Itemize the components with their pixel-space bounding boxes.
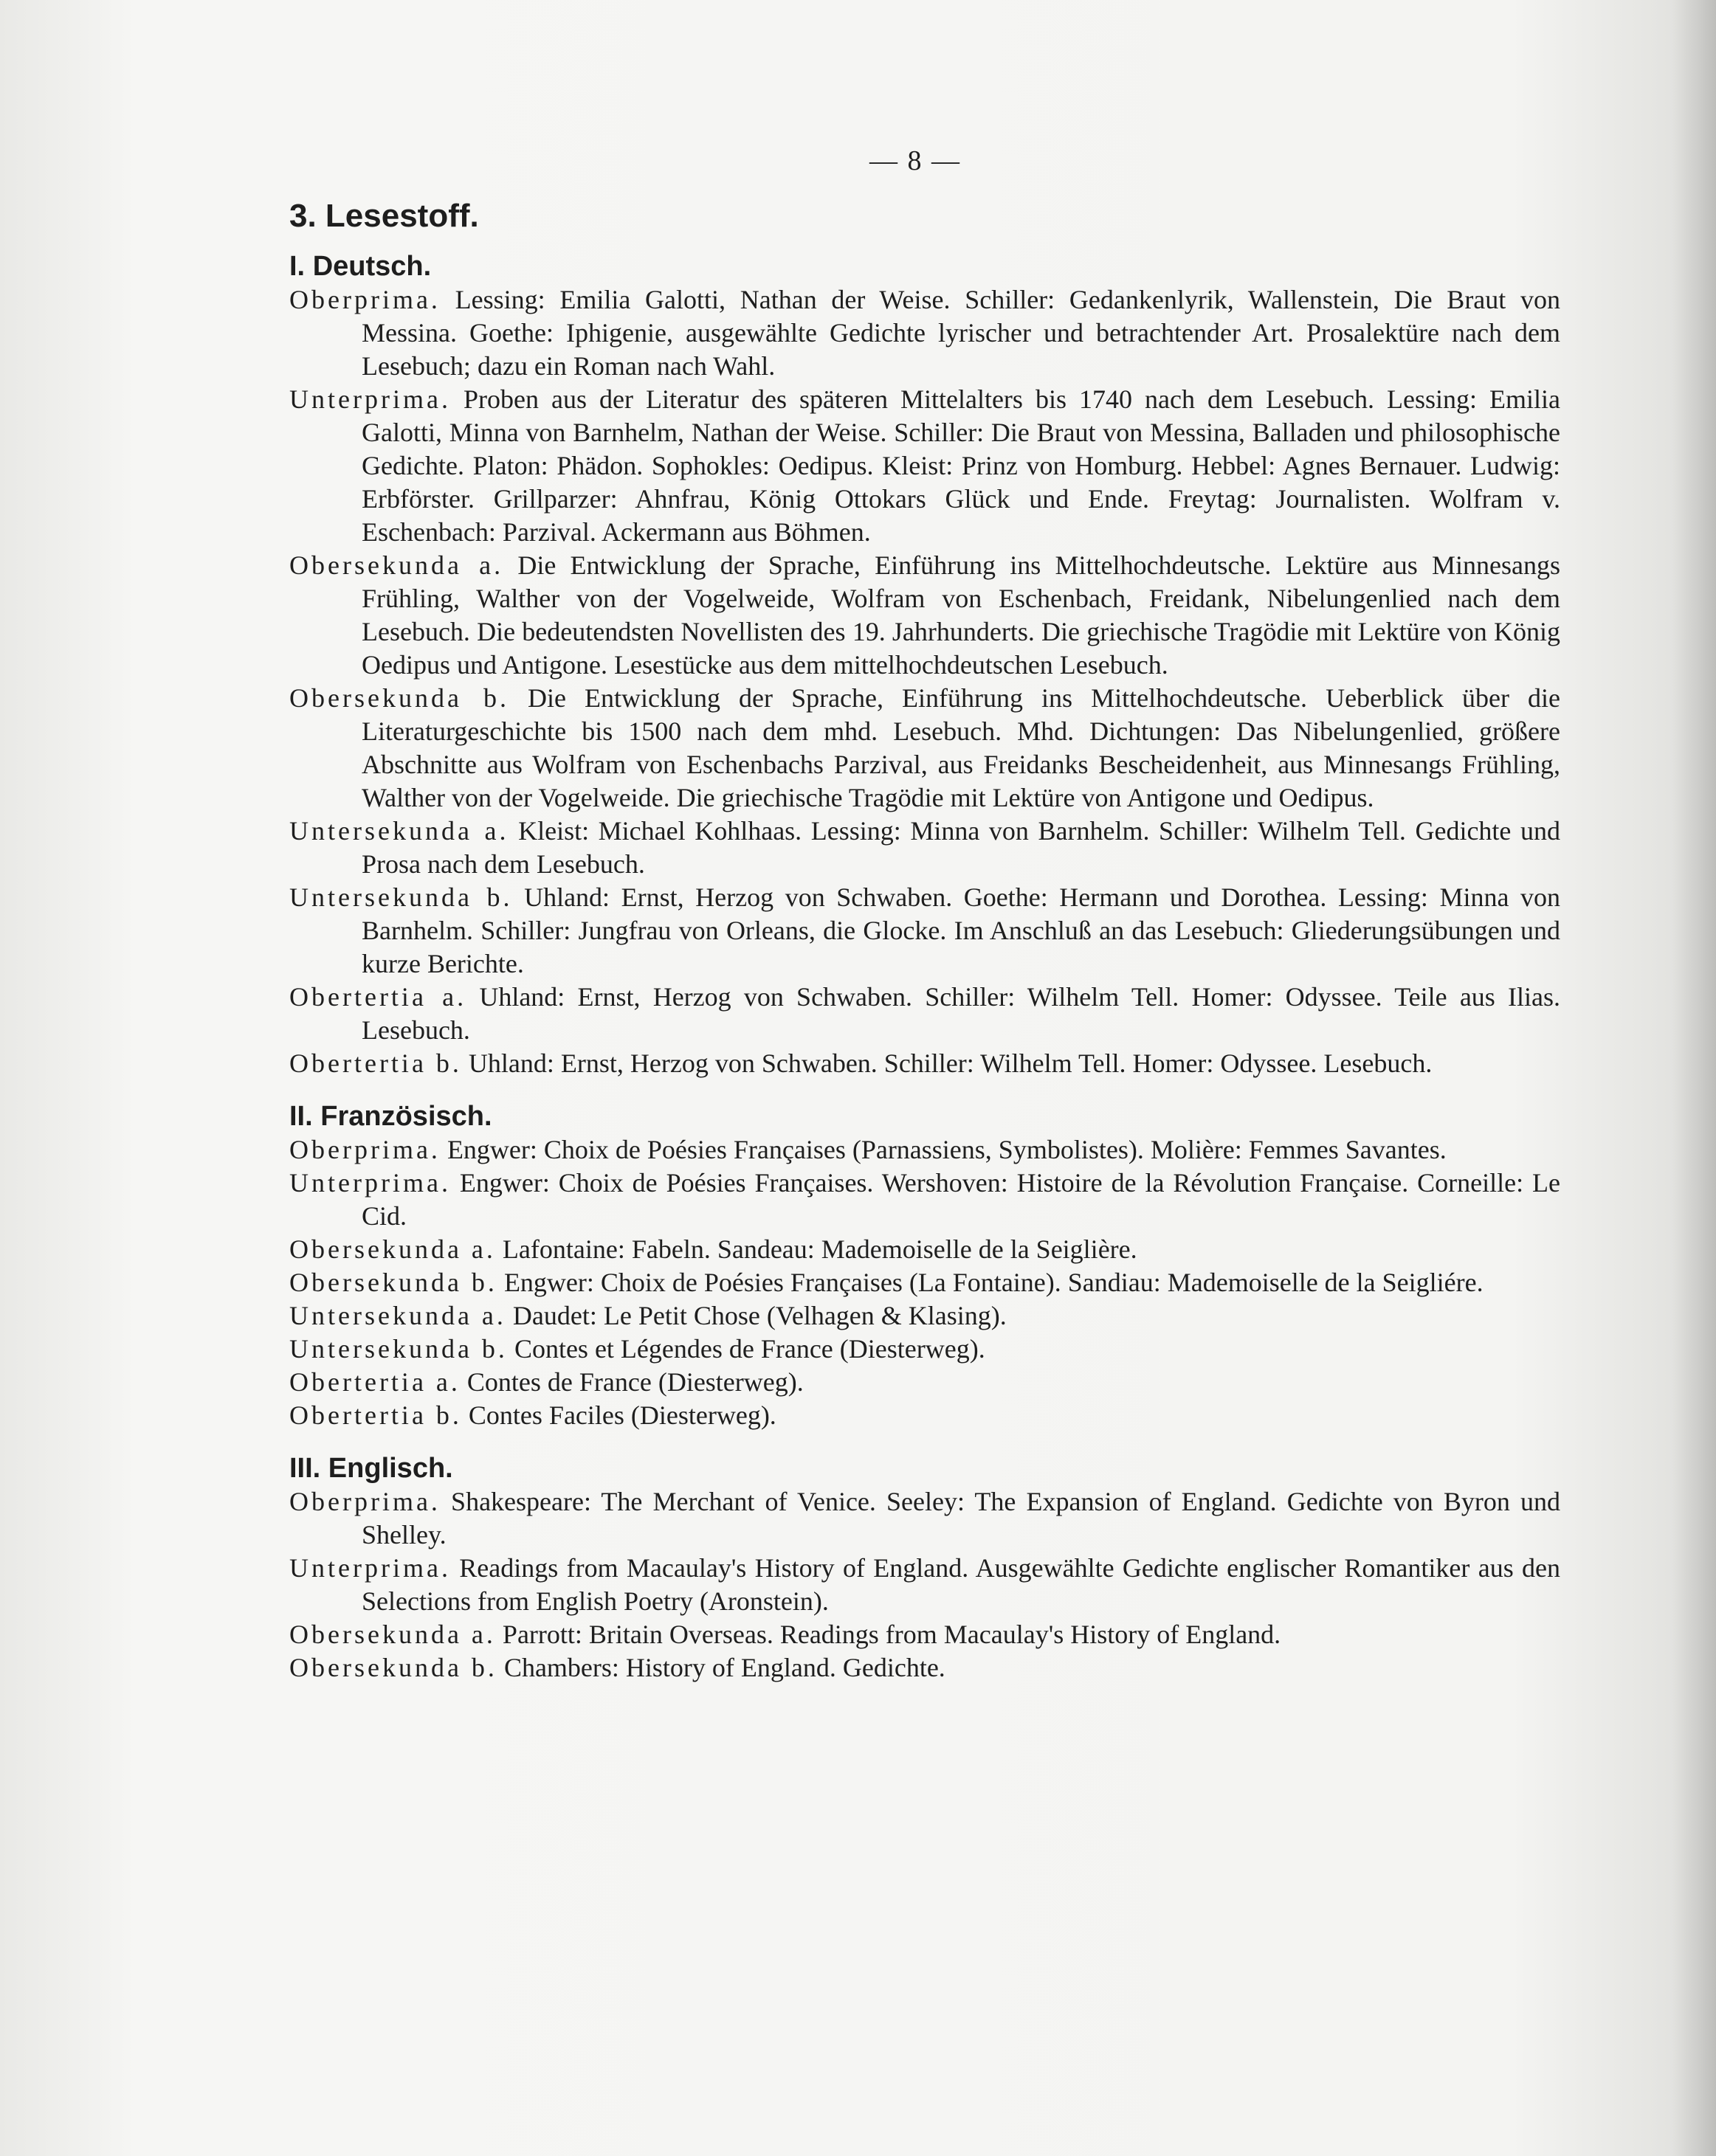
reading-entry — [289, 1233, 1560, 1266]
reading-entry — [289, 1266, 1560, 1299]
reading-entry — [289, 1618, 1560, 1651]
document-body — [289, 198, 1560, 1704]
language-heading — [289, 1099, 1560, 1133]
reading-entry — [289, 1167, 1560, 1233]
section-title: 3. Lesestoff. — [289, 198, 479, 234]
class-name: Obertertia a. — [289, 982, 467, 1012]
class-name: Oberprima. — [289, 1135, 441, 1164]
language-numeral: II. — [289, 1101, 313, 1132]
language-heading — [289, 1451, 1560, 1485]
reading-list-text: Engwer: Choix de Poésies Françaises (Parnassiens, Symbolistes). Molière: Femmes Savantes. — [447, 1135, 1447, 1164]
class-name: Oberprima. — [289, 1487, 441, 1516]
reading-entry — [289, 682, 1560, 815]
class-name: Unterprima. — [289, 1553, 451, 1583]
class-name: Obersekunda a. — [289, 1620, 496, 1649]
language-numeral: III. — [289, 1453, 321, 1484]
class-name: Untersekunda b. — [289, 1334, 508, 1364]
class-name: Obersekunda a. — [289, 1234, 496, 1264]
reading-list-text: Lafontaine: Fabeln. Sandeau: Mademoiselle de la Seiglière. — [502, 1234, 1137, 1264]
class-name: Unterprima. — [289, 384, 451, 414]
language-section — [289, 249, 1560, 1080]
reading-entry — [289, 1047, 1560, 1080]
reading-entry — [289, 981, 1560, 1047]
page-number: — 8 — — [869, 145, 961, 176]
reading-list-text: Uhland: Ernst, Herzog von Schwaben. Goethe: Hermann und Dorothea. Lessing: Minna von Barnhelm. Schiller: Jungfrau von Orleans, die Glocke. Im Anschluß an das Lesebuch: Gliederungsübungen und kurze Berichte. — [362, 882, 1561, 978]
class-name: Obersekunda b. — [289, 1268, 497, 1297]
reading-entry — [289, 1651, 1560, 1685]
reading-list-text: Die Entwicklung der Sprache, Einführung ins Mittelhochdeutsche. Ueberblick über die Literaturgeschichte bis 1500 nach dem mhd. Lesebuch. Mhd. Dichtungen: Das Nibelungenlied, größere Abschnitte aus Wolfram von Eschenbachs Parzival, aus Freidanks Bescheidenheit, aus Minnesangs Frühling, Walther von der Vogelweide. Die griechische Tragödie mit Lektüre von Antigone und Oedipus. — [362, 683, 1561, 812]
class-name: Obertertia b. — [289, 1048, 462, 1078]
reading-entry — [289, 1485, 1560, 1552]
class-name: Untersekunda b. — [289, 882, 513, 912]
language-numeral: I. — [289, 251, 306, 282]
reading-entry — [289, 815, 1560, 881]
reading-entry — [289, 549, 1560, 682]
reading-list-text: Contes Faciles (Diesterweg). — [468, 1400, 776, 1430]
reading-list-text: Die Entwicklung der Sprache, Einführung ins Mittelhochdeutsche. Lektüre aus Minnesangs Frühling, Walther von der Vogelweide, Wolfram von Eschenbach, Freidank, Nibelungenlied nach dem Lesebuch. Die bedeutendsten Novellisten des 19. Jahrhunderts. Die griechische Tragödie mit Lektüre von König Oedipus und Antigone. Lesestücke aus dem mittelhochdeutschen Lesebuch. — [362, 550, 1560, 680]
page-fold-shadow — [1672, 0, 1716, 2156]
reading-entry — [289, 1552, 1560, 1618]
class-name: Untersekunda a. — [289, 816, 509, 846]
reading-entry — [289, 881, 1560, 981]
reading-entry — [289, 1299, 1560, 1333]
language-name: Deutsch. — [312, 251, 432, 282]
class-name: Unterprima. — [289, 1168, 451, 1198]
reading-list-text: Daudet: Le Petit Chose (Velhagen & Klasing). — [512, 1301, 1007, 1330]
language-name: Englisch. — [328, 1453, 453, 1484]
reading-entry — [289, 1333, 1560, 1366]
reading-list-text: Contes et Légendes de France (Diesterweg). — [514, 1334, 985, 1364]
reading-list-text: Readings from Macaulay's History of England. Ausgewählte Gedichte englischer Romantiker aus den Selections from English Poetry (Aronstein). — [362, 1553, 1561, 1616]
class-name: Obersekunda b. — [289, 683, 509, 713]
reading-list-text: Engwer: Choix de Poésies Françaises (La Fontaine). Sandiau: Mademoiselle de la Seigliére. — [503, 1268, 1484, 1297]
language-section — [289, 1451, 1560, 1685]
language-heading — [289, 249, 1560, 283]
reading-list-text: Uhland: Ernst, Herzog von Schwaben. Schiller: Wilhelm Tell. Homer: Odyssee. Teile aus Ilias. Lesebuch. — [362, 982, 1561, 1045]
reading-list-text: Proben aus der Literatur des späteren Mittelalters bis 1740 nach dem Lesebuch. Lessing: Emilia Galotti, Minna von Barnhelm, Nathan der Weise. Schiller: Die Braut von Messina, Balladen und philosophische Gedichte. Platon: Phädon. Sophokles: Oedipus. Kleist: Prinz von Homburg. Hebbel: Agnes Bernauer. Ludwig: Erbförster. Grillparzer: Ahnfrau, König Ottokars Glück und Ende. Freytag: Journalisten. Wolfram v. Eschenbach: Parzival. Ackermann aus Böhmen. — [362, 384, 1561, 547]
reading-list-text: Contes de France (Diesterweg). — [466, 1367, 804, 1397]
class-name: Untersekunda a. — [289, 1301, 506, 1330]
reading-list-text: Kleist: Michael Kohlhaas. Lessing: Minna von Barnhelm. Schiller: Wilhelm Tell. Gedichte und Prosa nach dem Lesebuch. — [362, 816, 1560, 879]
reading-entry — [289, 1133, 1560, 1167]
reading-entry — [289, 1399, 1560, 1432]
reading-entry — [289, 283, 1560, 383]
language-sections — [289, 249, 1560, 1685]
class-name: Oberprima. — [289, 285, 441, 314]
class-name: Obertertia a. — [289, 1367, 461, 1397]
class-name: Obertertia b. — [289, 1400, 462, 1430]
language-section — [289, 1099, 1560, 1432]
reading-list-text: Lessing: Emilia Galotti, Nathan der Weise. Schiller: Gedankenlyrik, Wallenstein, Die Braut von Messina. Goethe: Iphigenie, ausgewählte Gedichte lyrischer und betrachtender Art. Prosalektüre nach dem Lesebuch; dazu ein Roman nach Wahl. — [362, 285, 1560, 381]
reading-list-text: Shakespeare: The Merchant of Venice. Seeley: The Expansion of England. Gedichte von Byron und Shelley. — [362, 1487, 1561, 1549]
class-name: Obersekunda a. — [289, 550, 504, 580]
reading-list-text: Parrott: Britain Overseas. Readings from Macaulay's History of England. — [502, 1620, 1281, 1649]
language-name: Französisch. — [320, 1101, 492, 1132]
reading-entry — [289, 1366, 1560, 1399]
reading-list-text: Chambers: History of England. Gedichte. — [503, 1653, 945, 1682]
class-name: Obersekunda b. — [289, 1653, 497, 1682]
reading-list-text: Uhland: Ernst, Herzog von Schwaben. Schiller: Wilhelm Tell. Homer: Odyssee. Lesebuch. — [468, 1048, 1433, 1078]
reading-list-text: Engwer: Choix de Poésies Françaises. Wershoven: Histoire de la Révolution Française. Corneille: Le Cid. — [362, 1168, 1560, 1231]
reading-entry — [289, 383, 1560, 549]
